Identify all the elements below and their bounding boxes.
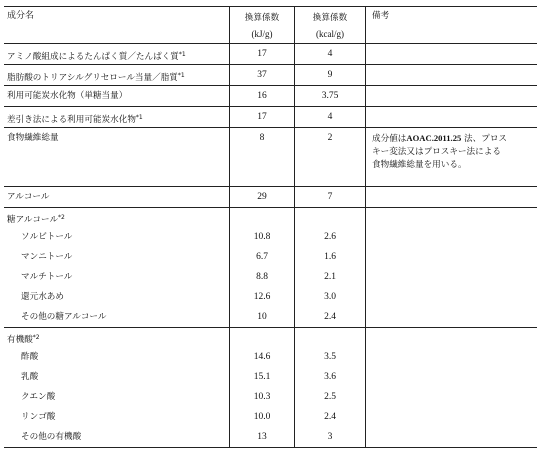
footnote-mark: *1 (135, 114, 143, 121)
table-row (4, 247, 537, 267)
header-kcal-label: 換算係数 (312, 13, 348, 23)
table-row (4, 307, 537, 328)
row-name: アルコール (7, 192, 50, 202)
row-name: 利用可能炭水化物（単糖当量） (7, 91, 128, 101)
conversion-factor-table (4, 6, 537, 448)
row-name: 還元水あめ (21, 292, 64, 302)
row-kcal: 2.6 (295, 227, 366, 247)
table-row (4, 267, 537, 287)
note-method: AOAC.2011.25 (406, 133, 462, 143)
table-row (4, 347, 537, 367)
row-kj: 17 (230, 107, 295, 128)
row-kj: 13 (230, 427, 295, 448)
row-kcal: 2.4 (295, 307, 366, 328)
row-kj: 6.7 (230, 247, 295, 267)
row-kj: 14.6 (230, 347, 295, 367)
header-kj-factor (230, 7, 295, 44)
header-notes: 備考 (366, 7, 537, 44)
table-row (4, 407, 537, 427)
row-name: 脂肪酸のトリアシルグリセロール当量／脂質 (7, 73, 178, 83)
row-kcal: 7 (295, 187, 366, 208)
footnote-mark: *1 (178, 51, 186, 58)
header-kcal-factor (295, 7, 366, 44)
row-kcal: 3.0 (295, 287, 366, 307)
fiber-note (366, 128, 537, 187)
table-row (4, 44, 537, 65)
row-name: その他の有機酸 (21, 432, 82, 442)
row-kj: 10.0 (230, 407, 295, 427)
row-kj: 15.1 (230, 367, 295, 387)
table-row (4, 227, 537, 247)
group-header-sugar-alcohol (4, 208, 537, 228)
table-row-alcohol (4, 187, 537, 208)
row-kcal: 4 (295, 44, 366, 65)
row-kcal: 2.4 (295, 407, 366, 427)
footnote-mark: *2 (32, 334, 40, 341)
table-row (4, 65, 537, 86)
row-note (366, 65, 537, 86)
row-kj: 8 (230, 128, 295, 187)
table-row (4, 287, 537, 307)
header-kj-label: 換算係数 (244, 13, 280, 23)
table-row-dietary-fiber (4, 128, 537, 187)
note-line: キー変法又はプロスキー法による (372, 147, 501, 157)
row-note (366, 187, 537, 208)
row-name: その他の糖アルコール (21, 312, 107, 322)
header-kcal-unit: (kcal/g) (316, 29, 344, 39)
group-title: 有機酸 (7, 335, 33, 345)
row-kcal: 2 (295, 128, 366, 187)
table-row (4, 367, 537, 387)
row-kj: 12.6 (230, 287, 295, 307)
row-name: 酢酸 (21, 352, 39, 362)
row-name: ソルビトール (21, 232, 73, 242)
table-row (4, 387, 537, 407)
footnote-mark: *2 (58, 214, 65, 221)
row-note (366, 107, 537, 128)
row-kj: 29 (230, 187, 295, 208)
row-name: マルチトール (21, 272, 73, 282)
table-header-row (4, 7, 537, 44)
note-line: 食物繊維総量を用いる。 (372, 160, 467, 170)
table-row (4, 427, 537, 448)
row-kj: 10 (230, 307, 295, 328)
row-kcal: 2.1 (295, 267, 366, 287)
group-header-organic-acid (4, 328, 537, 348)
row-kcal: 3.75 (295, 86, 366, 107)
row-kcal: 3 (295, 427, 366, 448)
row-kj: 10.3 (230, 387, 295, 407)
row-kcal: 9 (295, 65, 366, 86)
note-text: 成分値は (372, 134, 407, 144)
row-name: 差引き法による利用可能炭水化物 (7, 115, 136, 125)
row-kcal: 3.5 (295, 347, 366, 367)
row-kcal: 3.6 (295, 367, 366, 387)
row-name: 乳酸 (21, 372, 39, 382)
row-kj: 8.8 (230, 267, 295, 287)
note-text: 法、プロス (461, 134, 508, 144)
row-kj: 17 (230, 44, 295, 65)
table-row (4, 107, 537, 128)
row-name: マンニトール (21, 252, 73, 262)
row-note (366, 86, 537, 107)
header-kj-unit: (kJ/g) (251, 29, 273, 39)
row-kj: 37 (230, 65, 295, 86)
row-kcal: 2.5 (295, 387, 366, 407)
row-name: 食物繊維総量 (7, 133, 59, 143)
row-kj: 10.8 (230, 227, 295, 247)
header-component-name: 成分名 (7, 11, 35, 21)
group-title: 糖アルコール (7, 215, 59, 225)
row-note (366, 44, 537, 65)
row-name: リンゴ酸 (21, 412, 56, 422)
row-kj: 16 (230, 86, 295, 107)
row-name: クエン酸 (21, 392, 56, 402)
row-kcal: 1.6 (295, 247, 366, 267)
row-kcal: 4 (295, 107, 366, 128)
row-name: アミノ酸組成によるたんぱく質／たんぱく質 (7, 52, 179, 62)
table-row (4, 86, 537, 107)
footnote-mark: *1 (177, 72, 185, 79)
